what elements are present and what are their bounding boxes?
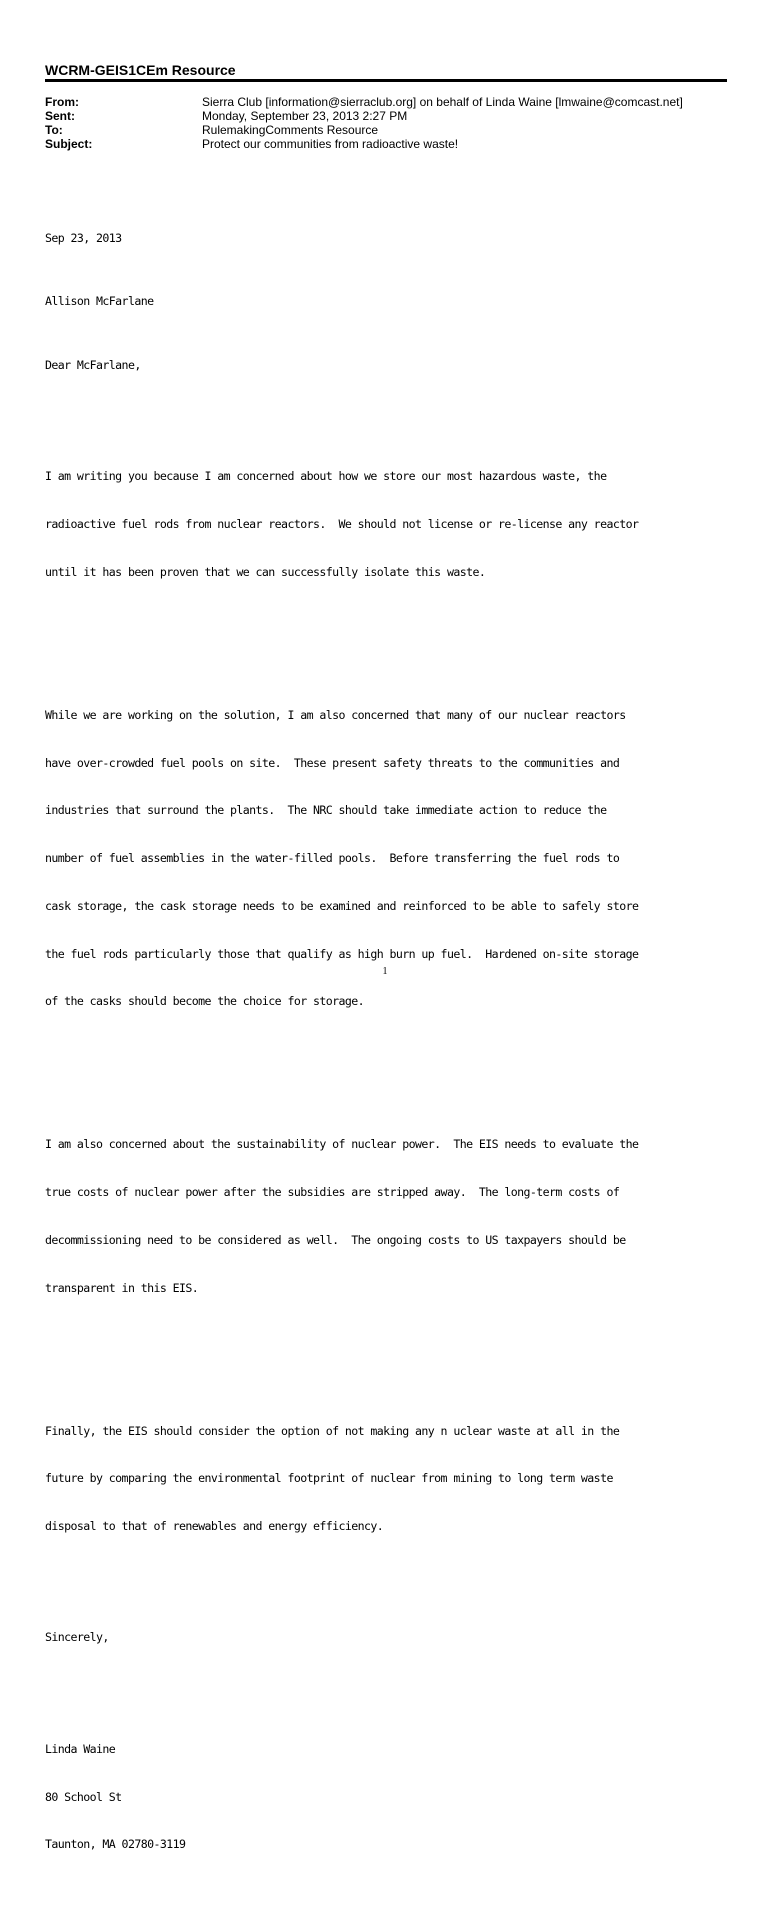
paragraph-line: decommissioning need to be considered as well. The ongoing costs to US taxpayers should be	[45, 1232, 626, 1247]
to-label: To:	[45, 123, 63, 137]
letter-greeting: Dear McFarlane,	[45, 358, 141, 373]
paragraph-line: Finally, the EIS should consider the option of not making any n uclear waste at all in the	[45, 1423, 620, 1438]
paragraph-line: transparent in this EIS.	[45, 1280, 199, 1295]
header-row-sent	[45, 109, 735, 123]
sent-value: Monday, September 23, 2013 2:27 PM	[202, 109, 408, 123]
paragraph-line: I am also concerned about the sustainability of nuclear power. The EIS needs to evaluate the	[45, 1137, 639, 1152]
paragraph-1	[45, 438, 745, 613]
subject-label: Subject:	[45, 137, 93, 151]
to-value: RulemakingComments Resource	[202, 123, 379, 137]
paragraph-2	[45, 676, 745, 1042]
from-label: From:	[45, 95, 79, 109]
paragraph-line: cask storage, the cask storage needs to be examined and reinforced to be able to safely store	[45, 898, 639, 913]
email-headers	[45, 95, 735, 151]
paragraph-3	[45, 1106, 745, 1329]
email-body	[45, 199, 745, 1917]
paragraph-line: industries that surround the plants. The NRC should take immediate action to reduce the	[45, 803, 607, 818]
paragraph-line: have over-crowded fuel pools on site. These present safety threats to the communities and	[45, 755, 620, 770]
paragraph-line: I am writing you because I am concerned about how we store our most hazardous waste, the	[45, 469, 607, 484]
paragraph-4	[45, 1392, 745, 1567]
paragraph-line: of the casks should become the choice for storage.	[45, 994, 365, 1009]
page-number: 1	[382, 966, 388, 977]
signature-city: Taunton, MA 02780-3119	[45, 1837, 186, 1852]
letter-date: Sep 23, 2013	[45, 230, 122, 245]
sent-label: Sent:	[45, 109, 75, 123]
paragraph-line: until it has been proven that we can successfully isolate this waste.	[45, 564, 486, 579]
paragraph-line: While we are working on the solution, I am also concerned that many of our nuclear reactors	[45, 707, 626, 722]
paragraph-line: radioactive fuel rods from nuclear reactors. We should not license or re-license any reactor	[45, 517, 639, 532]
paragraph-line: the fuel rods particularly those that qualify as high burn up fuel. Hardened on-site storage	[45, 946, 639, 961]
from-value: Sierra Club [information@sierraclub.org] on behalf of Linda Waine [lmwaine@comcast.net]	[202, 95, 683, 109]
subject-value: Protect our communities from radioactive waste!	[202, 137, 459, 151]
paragraph-line: future by comparing the environmental footprint of nuclear from mining to long term waste	[45, 1471, 613, 1486]
header-row-subject	[45, 137, 735, 151]
header-row-to	[45, 123, 735, 137]
paragraph-line: disposal to that of renewables and energy efficiency.	[45, 1519, 384, 1534]
paragraph-line: number of fuel assemblies in the water-filled pools. Before transferring the fuel rods to	[45, 851, 620, 866]
signature-block	[45, 1710, 745, 1885]
title-rule	[45, 79, 727, 82]
letter-recipient: Allison McFarlane	[45, 294, 154, 309]
signature-street: 80 School St	[45, 1789, 122, 1804]
header-row-from	[45, 95, 735, 109]
signature-name: Linda Waine	[45, 1741, 116, 1756]
letter-closing: Sincerely,	[45, 1630, 109, 1645]
document-title: WCRM-GEIS1CEm Resource	[45, 62, 236, 78]
paragraph-line: true costs of nuclear power after the subsidies are stripped away. The long-term costs of	[45, 1185, 620, 1200]
